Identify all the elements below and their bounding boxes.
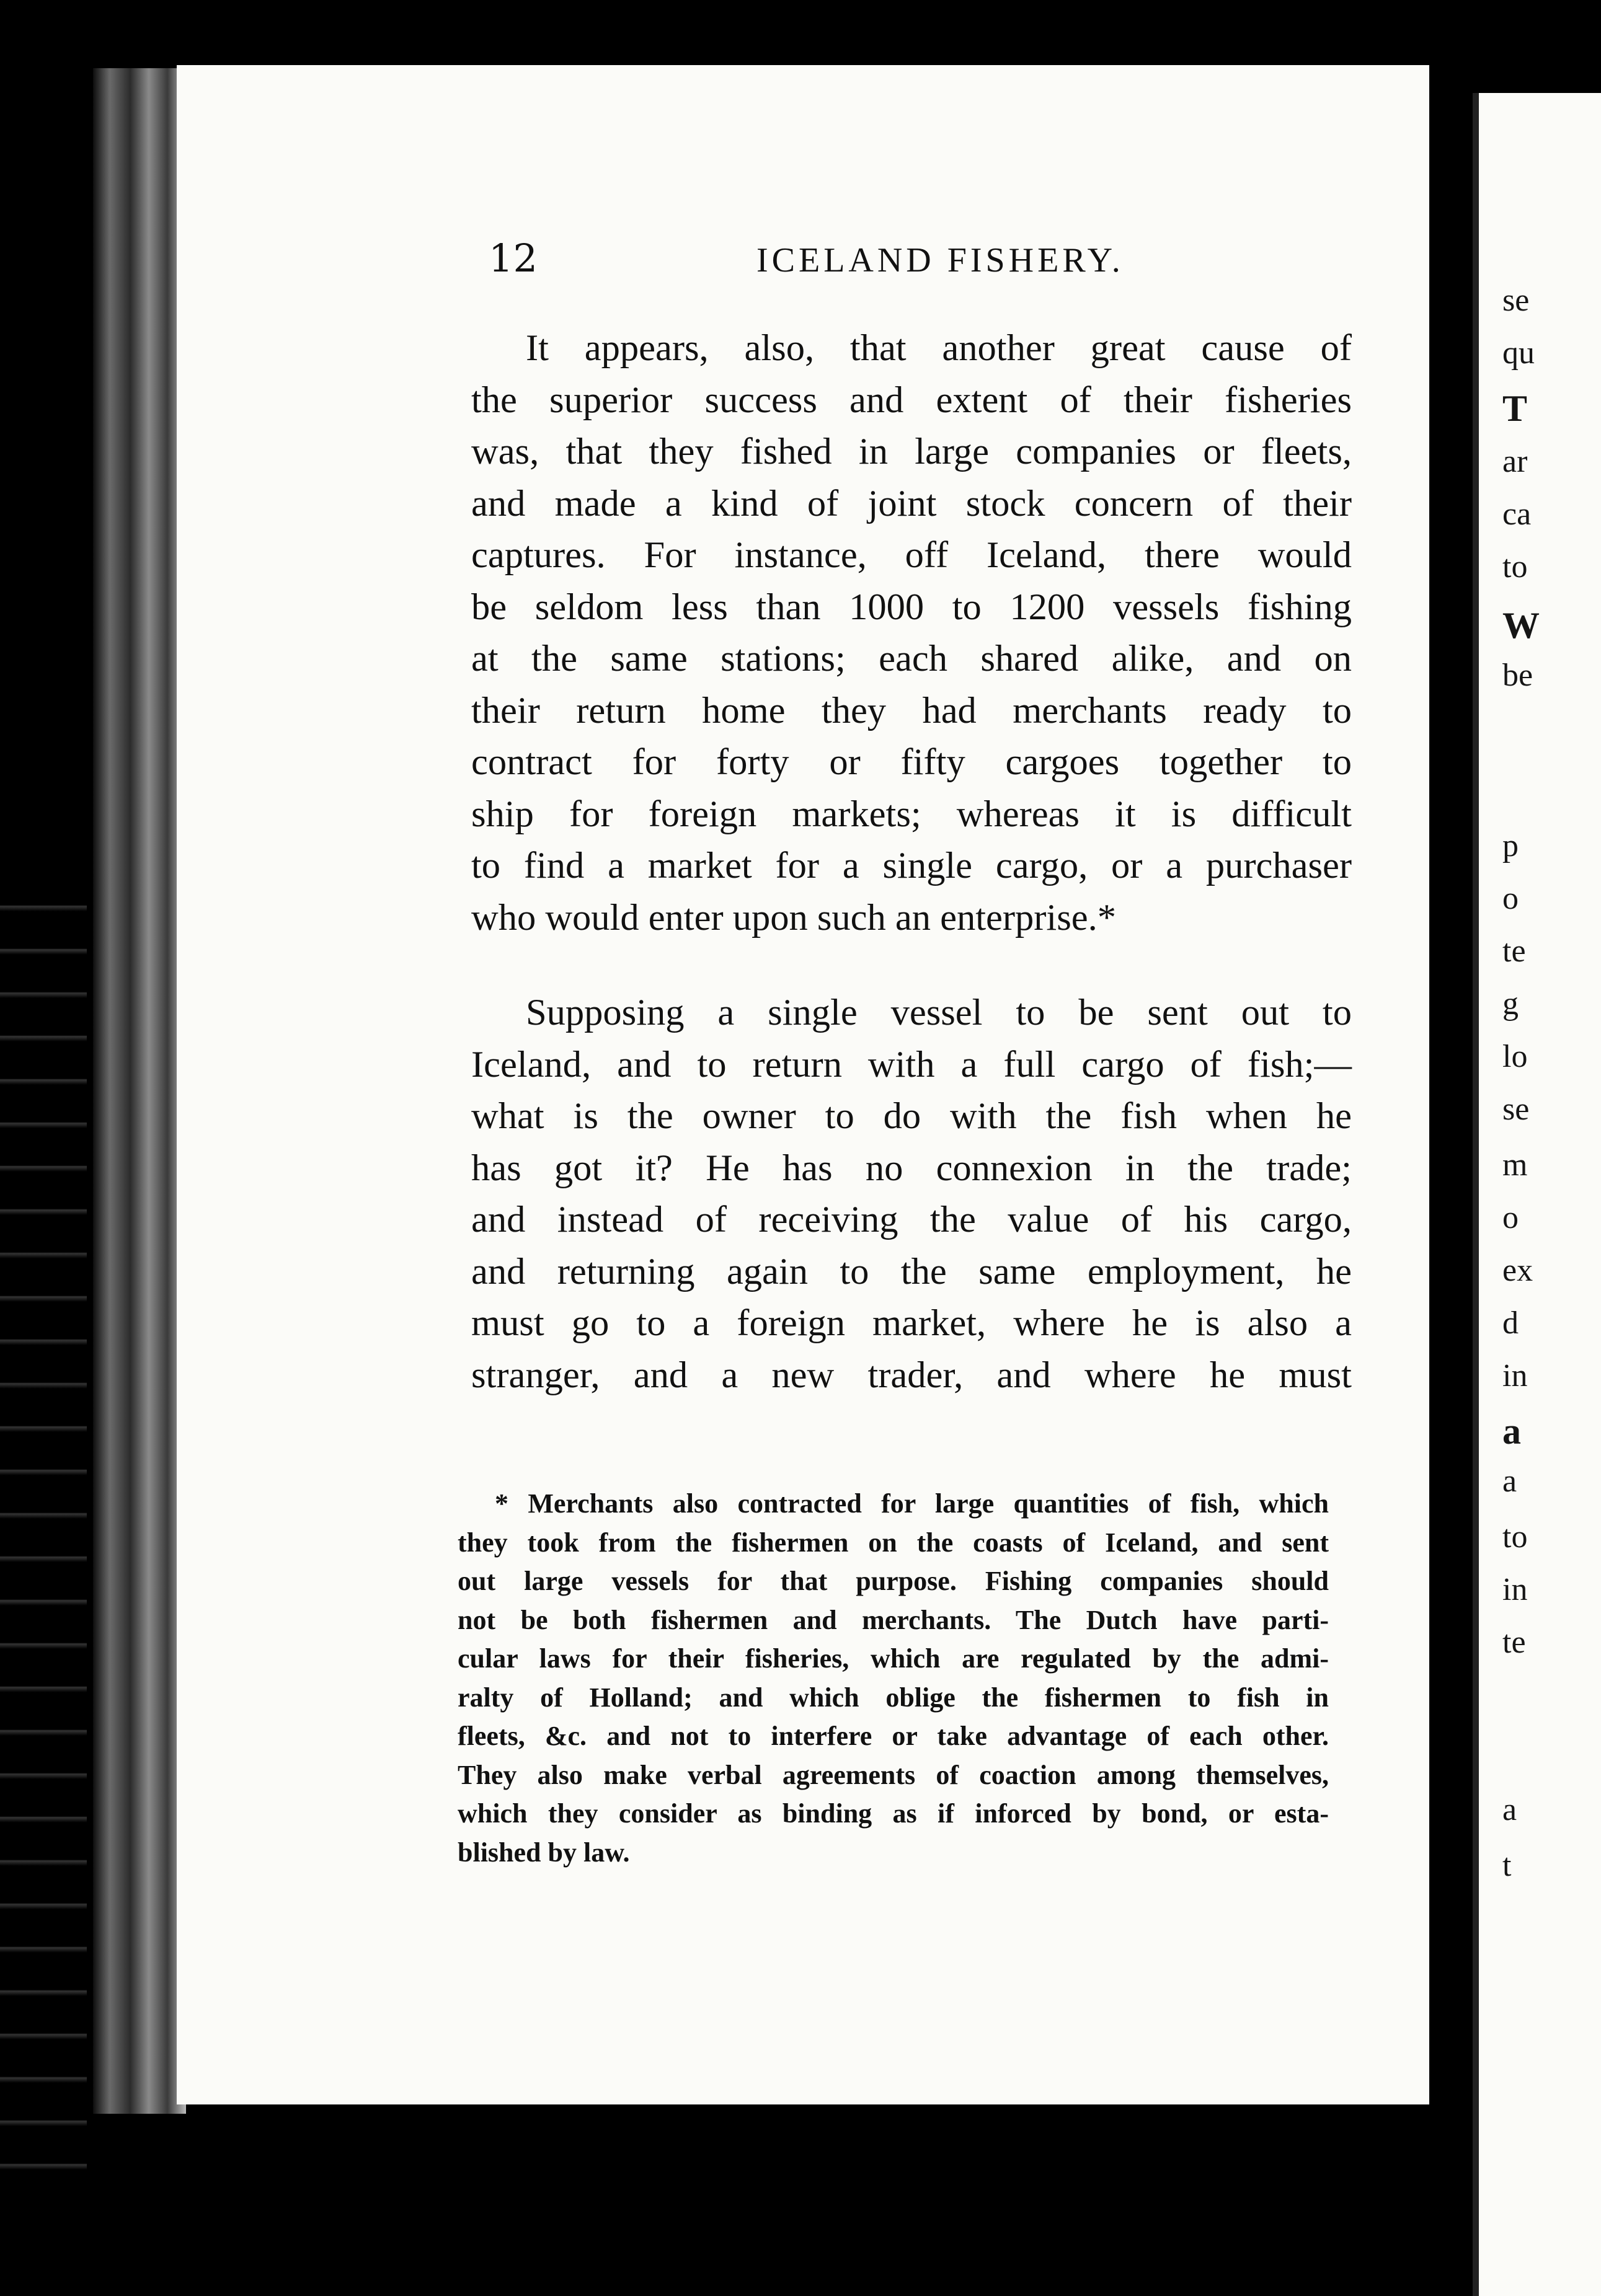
text-line: and returning again to the same employment, he <box>471 1250 1352 1292</box>
facing-page-fragment: a <box>1502 1792 1517 1827</box>
text-line: be seldom less than 1000 to 1200 vessels fishing <box>471 586 1352 628</box>
text-line: has got it? He has no connexion in the trade; <box>471 1147 1352 1189</box>
text-line: the superior success and extent of their fisheries <box>471 379 1352 421</box>
facing-page-fragment: to <box>1502 549 1528 585</box>
text-line: at the same stations; each shared alike, and on <box>471 638 1352 679</box>
footnote-line: cular laws for their fisheries, which are regulated by the admi- <box>458 1643 1329 1674</box>
facing-page-fragment: m <box>1502 1147 1528 1183</box>
footnote-line: * Merchants also contracted for large quantities of fish, which <box>495 1488 1329 1519</box>
text-line: Iceland, and to return with a full cargo of fish;— <box>471 1043 1352 1085</box>
scan-edge-left <box>0 868 87 2170</box>
facing-page-fragment: o <box>1502 881 1519 916</box>
facing-page-fragment: T <box>1502 388 1528 429</box>
text-line: and made a kind of joint stock concern of their <box>471 482 1352 524</box>
paragraph-2 <box>471 987 1352 1401</box>
footnote-line: not be both fishermen and merchants. The Dutch have parti- <box>458 1604 1329 1635</box>
facing-page-fragment: in <box>1502 1572 1528 1607</box>
facing-page-fragment: to <box>1502 1519 1528 1555</box>
text-line: what is the owner to do with the fish when he <box>471 1095 1352 1137</box>
facing-page-fragment: ca <box>1502 497 1532 532</box>
facing-page-fragment: g <box>1502 986 1519 1022</box>
text-line: contract for forty or fifty cargoes together to <box>471 741 1352 783</box>
text-line: It appears, also, that another great cause of <box>526 327 1352 369</box>
facing-page-fragment: qu <box>1502 335 1535 371</box>
text-line: their return home they had merchants ready to <box>471 689 1352 731</box>
facing-page-fragment: o <box>1502 1200 1519 1235</box>
footnote-line: blished by law. <box>458 1837 630 1868</box>
text-line: and instead of receiving the value of his cargo, <box>471 1199 1352 1240</box>
paragraph-1 <box>471 322 1352 943</box>
book-spine <box>93 68 186 2114</box>
facing-page-fragment: d <box>1502 1305 1519 1341</box>
facing-page-fragment: a <box>1502 1411 1521 1452</box>
facing-page-fragment: p <box>1502 828 1519 863</box>
text-line: Supposing a single vessel to be sent out to <box>526 992 1352 1033</box>
text-line: stranger, and a new trader, and where he must <box>471 1354 1352 1396</box>
footnote-line: They also make verbal agreements of coaction among themselves, <box>458 1759 1329 1790</box>
text-line: captures. For instance, off Iceland, there would <box>471 534 1352 576</box>
footnote-line: they took from the fishermen on the coasts of Iceland, and sent <box>458 1527 1329 1558</box>
facing-page-fragment: te <box>1502 934 1526 969</box>
facing-page-fragment: te <box>1502 1625 1526 1660</box>
text-line: to find a market for a single cargo, or a purchaser <box>471 845 1352 886</box>
running-head: ICELAND FISHERY. <box>756 241 1124 280</box>
facing-page-fragment: W <box>1502 605 1540 646</box>
body-text <box>471 322 1352 1401</box>
page-header <box>489 236 1357 291</box>
footnote <box>458 1485 1329 1872</box>
facing-page-fragment: se <box>1502 1092 1530 1127</box>
page-number: 12 <box>489 236 538 281</box>
facing-page-fragment: be <box>1502 658 1533 693</box>
facing-page-fragment: lo <box>1502 1039 1528 1074</box>
footnote-line: out large vessels for that purpose. Fishing companies should <box>458 1566 1329 1596</box>
facing-page-fragment: ar <box>1502 444 1528 479</box>
text-line: was, that they fished in large companies or fleets, <box>471 431 1352 472</box>
facing-page-fragment: ex <box>1502 1253 1533 1288</box>
footnote-line: fleets, &c. and not to interfere or take advantage of each other. <box>458 1721 1329 1751</box>
footnote-line: ralty of Holland; and which oblige the fishermen to fish in <box>458 1682 1329 1713</box>
facing-page-fragment: a <box>1502 1464 1517 1499</box>
facing-page-fragment: se <box>1502 283 1530 318</box>
text-line: who would enter upon such an enterprise.* <box>471 896 1116 938</box>
facing-page-fragment: in <box>1502 1358 1528 1393</box>
text-line: ship for foreign markets; whereas it is difficult <box>471 793 1352 835</box>
footnote-line: which they consider as binding as if inforced by bond, or esta- <box>458 1798 1329 1829</box>
text-line: must go to a foreign market, where he is also a <box>471 1302 1352 1344</box>
facing-page <box>1473 93 1601 2296</box>
facing-page-fragment: t <box>1502 1848 1512 1883</box>
